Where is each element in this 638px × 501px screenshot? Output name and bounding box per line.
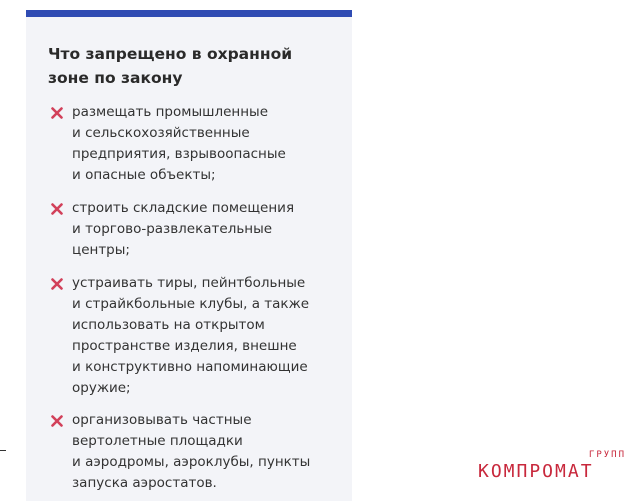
card-accent-bar <box>26 10 352 17</box>
watermark-group-text: ГРУПП <box>588 450 626 460</box>
list-item-text: организовывать частные вертолетные площадки и аэродромы, аэроклубы, пункты запуска аэростатов. <box>72 412 311 491</box>
list-item-text: размещать промышленные и сельскохозяйственные предприятия, взрывоопасные и опасные объекты; <box>72 104 286 183</box>
cross-icon <box>51 203 63 215</box>
watermark-logo <box>474 450 634 494</box>
watermark-main-text: КОМПРОМАТ <box>478 461 594 482</box>
edge-mark <box>0 450 6 451</box>
cross-icon <box>51 278 63 290</box>
info-card <box>26 10 352 501</box>
list-item-text: строить складские помещения и торгово-развлекательные центры; <box>72 200 295 258</box>
cross-icon <box>51 107 63 119</box>
card-title: Что запрещено в охранной зоне по закону <box>48 45 293 87</box>
cross-icon <box>51 415 63 427</box>
list-item-text: устраивать тиры, пейнтбольные и страйкбольные клубы, а также использовать на открытом пространстве изделия, внешне и конструктивно напоминающие оружие; <box>72 275 310 396</box>
